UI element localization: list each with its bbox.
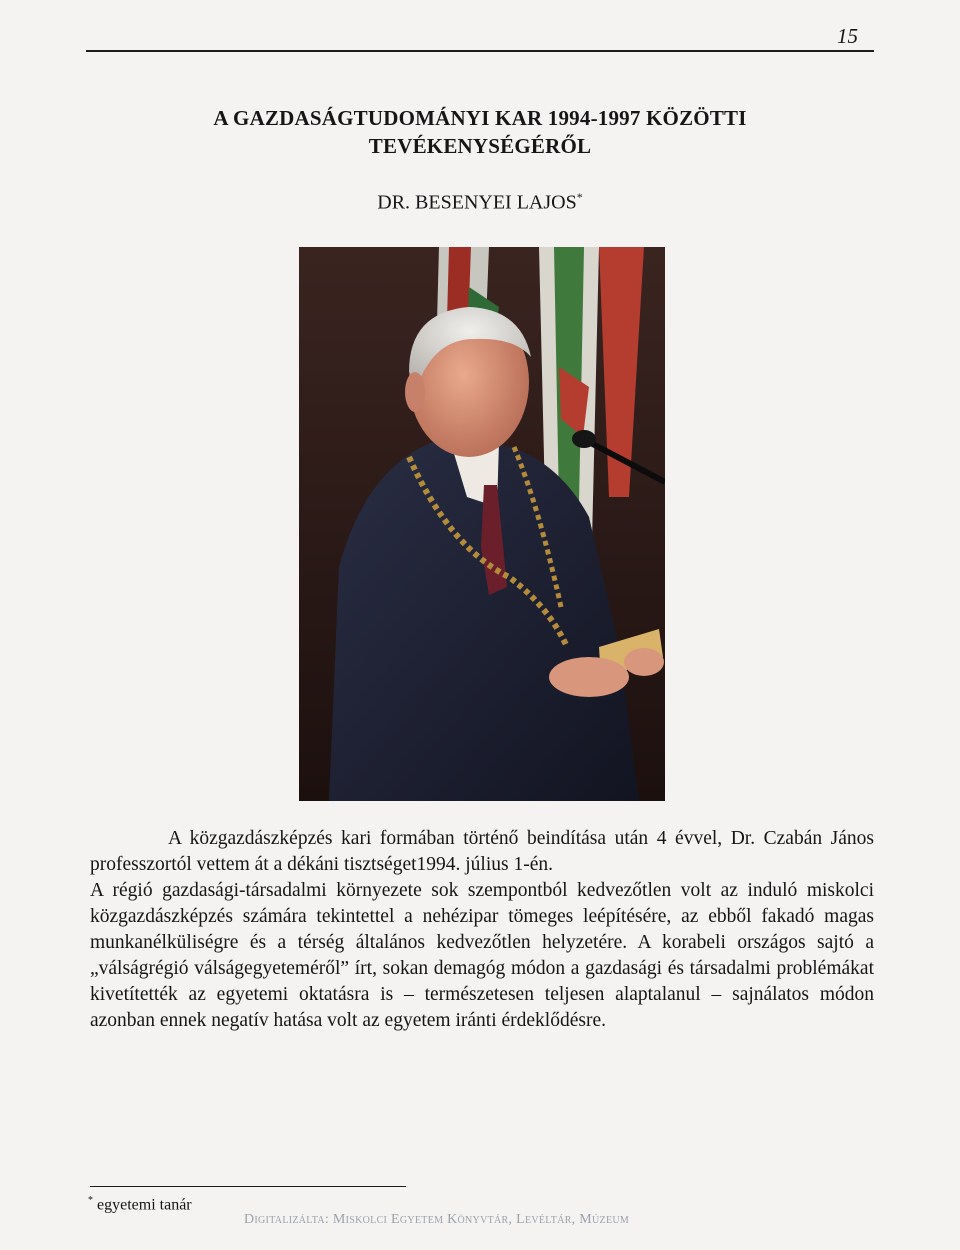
title-line-1: A GAZDASÁGTUDOMÁNYI KAR 1994-1997 KÖZÖTTI	[213, 106, 747, 130]
article-title	[150, 104, 810, 160]
footnote-rule	[90, 1186, 406, 1187]
author-footnote-mark: *	[576, 190, 583, 204]
portrait-photo-image	[299, 247, 665, 801]
author-name: DR. BESENYEI LAJOS	[377, 191, 577, 214]
page-number: 15	[837, 24, 858, 48]
paragraph-2: A régió gazdasági-társadalmi környezete sok szempontból kedvezőtlen volt az induló miskolci közgazdászképzés számára tekintettel a nehézipar tömeges leépítésére, az ebből fakadó magas munkanélküliségre és a térség általános kedvezőtlen helyzetére. A korabeli országos sajtó a „válságrégió válságegyeteméről” írt, sokan demagóg módon a gazdasági és társadalmi problémákat kivetítették az egyetemi oktatásra is – természetesen teljesen alaptalanul – sajnálatos módon azonban ennek negatív hatása volt az egyetem iránti érdeklődésre.	[90, 880, 874, 1031]
footnote-mark: *	[88, 1195, 93, 1206]
portrait-photo	[299, 247, 665, 801]
title-line-2: TEVÉKENYSÉGÉRŐL	[368, 134, 592, 158]
digitalization-watermark: Digitalizálta: Miskolci Egyetem Könyvtár, Levéltár, Múzeum	[244, 1212, 630, 1227]
paragraph-1: A közgazdászképzés kari formában történő beindítása után 4 évvel, Dr. Czabán János professzortól vettem át a dékáni tisztséget1994. július 1-én.	[90, 828, 874, 875]
footnote-text: egyetemi tanár	[97, 1196, 192, 1214]
body-text	[90, 826, 874, 1034]
author-line	[0, 190, 960, 215]
footnote	[88, 1195, 192, 1214]
header-rule	[86, 50, 874, 52]
